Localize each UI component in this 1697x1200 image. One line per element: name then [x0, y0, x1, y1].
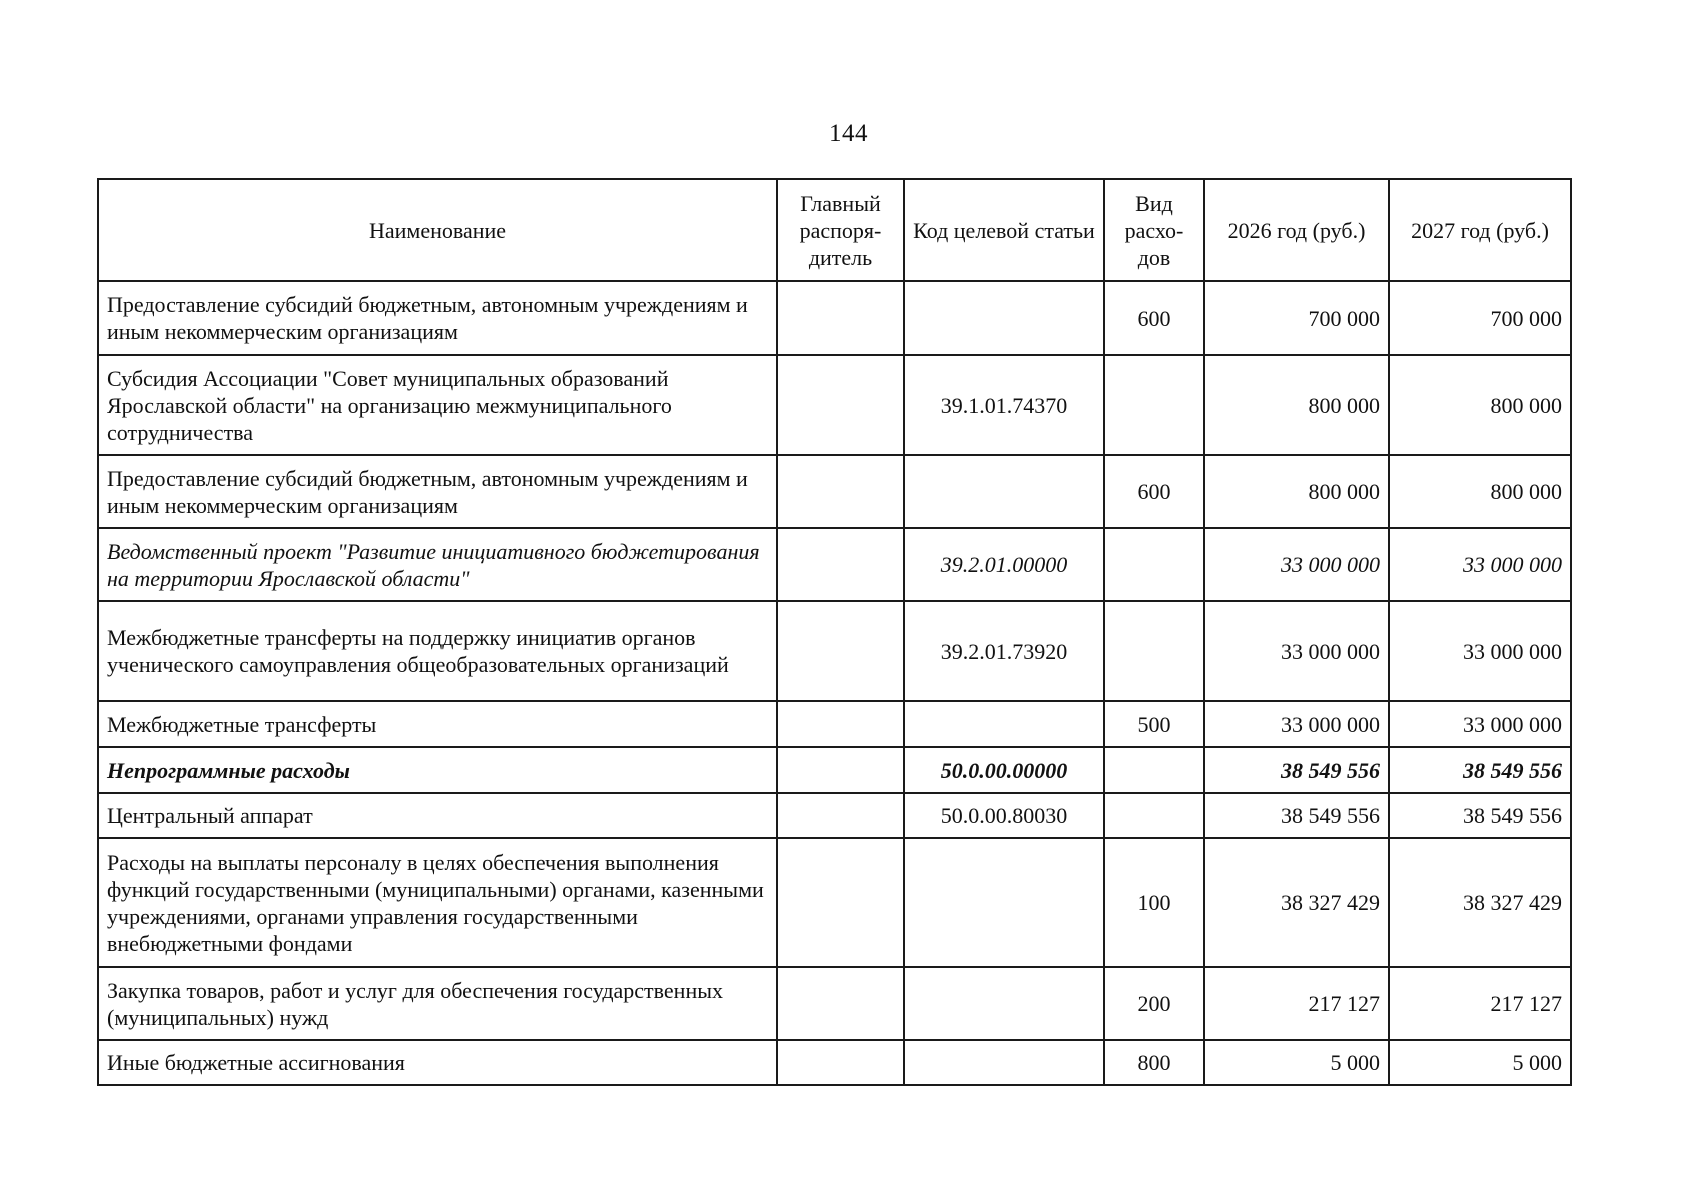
- table-row: [98, 838, 1571, 967]
- cell-2026: 800 000: [1204, 455, 1389, 528]
- table-row: [98, 793, 1571, 838]
- cell-name: Центральный аппарат: [98, 793, 777, 838]
- cell-code: [904, 1040, 1104, 1085]
- cell-name: Межбюджетные трансферты: [98, 701, 777, 747]
- cell-code: 39.1.01.74370: [904, 355, 1104, 455]
- header-manager: Главный распоря-дитель: [777, 179, 904, 281]
- cell-manager: [777, 793, 904, 838]
- cell-manager: [777, 967, 904, 1040]
- cell-code: 39.2.01.73920: [904, 601, 1104, 701]
- cell-kind: [1104, 747, 1204, 793]
- cell-2026: 800 000: [1204, 355, 1389, 455]
- cell-kind: 500: [1104, 701, 1204, 747]
- cell-code: 50.0.00.80030: [904, 793, 1104, 838]
- cell-name: Предоставление субсидий бюджетным, автономным учреждениям и иным некоммерческим организациям: [98, 281, 777, 355]
- cell-manager: [777, 601, 904, 701]
- header-code: Код целевой статьи: [904, 179, 1104, 281]
- cell-manager: [777, 701, 904, 747]
- table-row: [98, 355, 1571, 455]
- cell-code: [904, 281, 1104, 355]
- cell-code: [904, 838, 1104, 967]
- cell-name: Межбюджетные трансферты на поддержку инициатив органов ученического самоуправления общеобразовательных организаций: [98, 601, 777, 701]
- cell-2027: 700 000: [1389, 281, 1571, 355]
- cell-manager: [777, 455, 904, 528]
- cell-2026: 38 549 556: [1204, 793, 1389, 838]
- cell-manager: [777, 281, 904, 355]
- cell-2027: 33 000 000: [1389, 601, 1571, 701]
- cell-2026: 700 000: [1204, 281, 1389, 355]
- cell-name: Непрограммные расходы: [98, 747, 777, 793]
- cell-kind: 800: [1104, 1040, 1204, 1085]
- cell-2026: 217 127: [1204, 967, 1389, 1040]
- cell-2026: 38 327 429: [1204, 838, 1389, 967]
- cell-manager: [777, 528, 904, 601]
- cell-2027: 38 549 556: [1389, 793, 1571, 838]
- cell-2027: 800 000: [1389, 355, 1571, 455]
- cell-kind: 600: [1104, 281, 1204, 355]
- cell-code: 50.0.00.00000: [904, 747, 1104, 793]
- cell-2026: 33 000 000: [1204, 601, 1389, 701]
- cell-kind: 600: [1104, 455, 1204, 528]
- cell-kind: [1104, 528, 1204, 601]
- cell-code: 39.2.01.00000: [904, 528, 1104, 601]
- table-row: [98, 1040, 1571, 1085]
- cell-kind: [1104, 601, 1204, 701]
- cell-2026: 38 549 556: [1204, 747, 1389, 793]
- budget-table: [97, 178, 1572, 1086]
- cell-2027: 5 000: [1389, 1040, 1571, 1085]
- cell-code: [904, 967, 1104, 1040]
- page-number: 144: [829, 120, 868, 147]
- cell-2027: 33 000 000: [1389, 701, 1571, 747]
- cell-2027: 800 000: [1389, 455, 1571, 528]
- cell-2026: 5 000: [1204, 1040, 1389, 1085]
- cell-2027: 38 327 429: [1389, 838, 1571, 967]
- table-header-row: [98, 179, 1571, 281]
- cell-name: Расходы на выплаты персоналу в целях обеспечения выполнения функций государственными (муниципальными) органами, казенными учреждениями, органами управления государственными внебюджетными фондами: [98, 838, 777, 967]
- table-row: [98, 281, 1571, 355]
- cell-code: [904, 455, 1104, 528]
- cell-name: Ведомственный проект "Развитие инициативного бюджетирования на территории Ярославской области": [98, 528, 777, 601]
- table-row: [98, 528, 1571, 601]
- cell-manager: [777, 355, 904, 455]
- cell-2026: 33 000 000: [1204, 701, 1389, 747]
- header-2027: 2027 год (руб.): [1389, 179, 1571, 281]
- cell-2027: 33 000 000: [1389, 528, 1571, 601]
- table-row: [98, 601, 1571, 701]
- table-row: [98, 455, 1571, 528]
- header-2026: 2026 год (руб.): [1204, 179, 1389, 281]
- cell-name: Субсидия Ассоциации "Совет муниципальных образований Ярославской области" на организацию межмуниципального сотрудничества: [98, 355, 777, 455]
- cell-kind: 100: [1104, 838, 1204, 967]
- cell-2027: 38 549 556: [1389, 747, 1571, 793]
- table-row: [98, 701, 1571, 747]
- cell-code: [904, 701, 1104, 747]
- cell-name: Предоставление субсидий бюджетным, автономным учреждениям и иным некоммерческим организациям: [98, 455, 777, 528]
- cell-2027: 217 127: [1389, 967, 1571, 1040]
- cell-kind: [1104, 355, 1204, 455]
- cell-manager: [777, 838, 904, 967]
- cell-2026: 33 000 000: [1204, 528, 1389, 601]
- table-row: [98, 967, 1571, 1040]
- cell-name: Закупка товаров, работ и услуг для обеспечения государственных (муниципальных) нужд: [98, 967, 777, 1040]
- header-kind: Вид расхо-дов: [1104, 179, 1204, 281]
- cell-manager: [777, 747, 904, 793]
- header-name: Наименование: [98, 179, 777, 281]
- table-row: [98, 747, 1571, 793]
- cell-name: Иные бюджетные ассигнования: [98, 1040, 777, 1085]
- cell-kind: 200: [1104, 967, 1204, 1040]
- cell-kind: [1104, 793, 1204, 838]
- cell-manager: [777, 1040, 904, 1085]
